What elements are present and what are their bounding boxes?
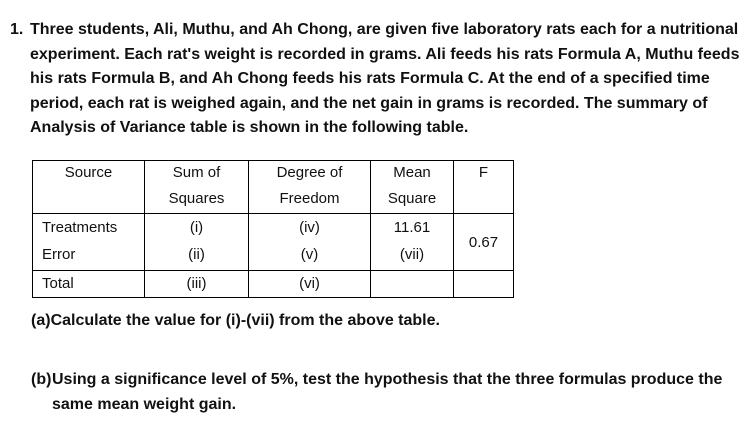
table-total-row	[33, 271, 514, 298]
cell-treatments-ss: (i)	[189, 219, 204, 236]
cell-sum-of-squares	[145, 214, 249, 271]
cell-treatments-ms: 11.61	[393, 219, 431, 236]
header-degree-of-freedom: Degree of Freedom	[249, 161, 371, 214]
cell-total-f	[454, 271, 514, 298]
question-text: Three students, Ali, Muthu, and Ah Chong, are given five laboratory rats each for a nutritional experiment. Each rat's weight is recorded in grams. Ali feeds his rats Formula A, Muthu feeds his rats Formula B, and Ah Chong feeds his rats Formula C. At the end of a specified time period, each rat is weighed again, and the net gain in grams is recorded. The summary of Analysis of Variance table is shown in the following table.	[30, 21, 740, 136]
header-mean-square: Mean Square	[371, 161, 454, 214]
header-f: F	[454, 161, 514, 214]
cell-error-source: Error	[42, 246, 76, 263]
cell-error-df: (v)	[300, 246, 319, 263]
part-b-text: Using a significance level of 5%, test the hypothesis that the three formulas produce the same mean weight gain.	[52, 371, 723, 413]
cell-f-value: 0.67	[454, 214, 514, 271]
anova-table	[32, 160, 514, 298]
cell-sources	[33, 214, 145, 271]
cell-mean-squares	[371, 214, 454, 271]
part-a-label: (a)	[31, 312, 51, 329]
cell-total-ms	[371, 271, 454, 298]
cell-error-ss: (ii)	[188, 246, 205, 263]
cell-total-source: Total	[33, 271, 145, 298]
part-b	[31, 368, 746, 413]
header-source: Source	[33, 161, 145, 214]
part-a	[31, 309, 440, 334]
question-number: 1.	[10, 21, 24, 38]
cell-treatments-df: (iv)	[299, 219, 320, 236]
part-a-text: Calculate the value for (i)-(vii) from the above table.	[50, 312, 440, 329]
cell-total-ss: (iii)	[145, 271, 249, 298]
table-body-row	[33, 214, 514, 271]
cell-treatments-source: Treatments	[42, 219, 118, 236]
table-header-row	[33, 161, 514, 214]
cell-error-ms: (vii)	[399, 246, 425, 263]
header-sum-of-squares: Sum of Squares	[145, 161, 249, 214]
part-b-label: (b)	[31, 371, 52, 388]
cell-total-df: (vi)	[249, 271, 371, 298]
cell-degrees-of-freedom	[249, 214, 371, 271]
